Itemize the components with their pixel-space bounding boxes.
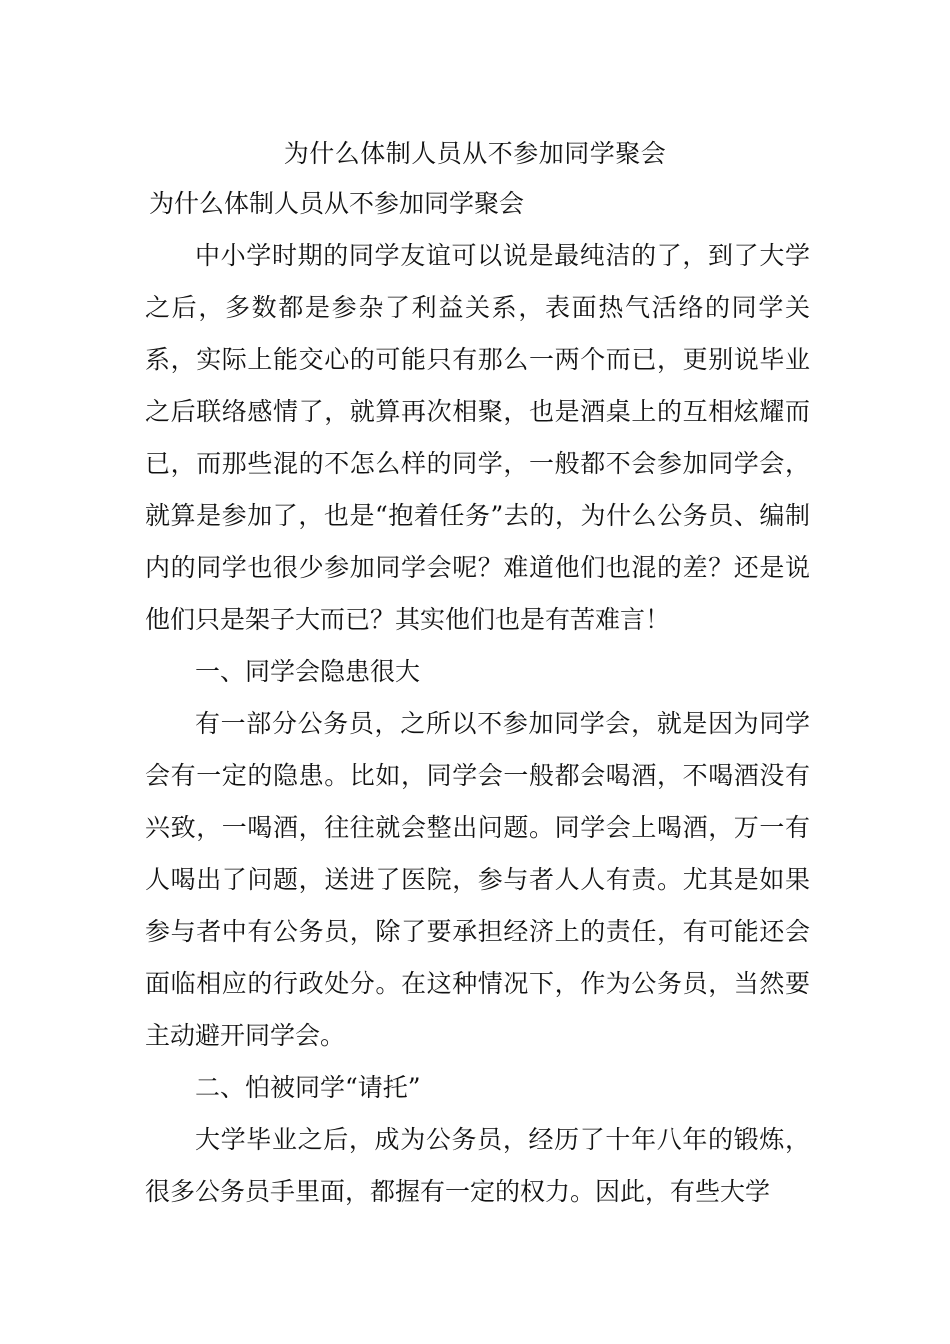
document-title: 为什么体制人员从不参加同学聚会 [283, 139, 667, 168]
paragraph-section-1: 有一部分公务员，之所以不参加同学会，就是因为同学会有一定的隐患。比如，同学会一般都会喝酒，不喝酒没有兴致，一喝酒，往往就会整出问题。同学会上喝酒，万一有人喝出了问题，送进了医院，参与者人人有责。尤其是如果参与者中有公务员，除了要承担经济上的责任，有可能还会面临相应的行政处分。在这种情况下，作为公务员，当然要主动避开同学会。 [145, 709, 810, 1050]
paragraph-intro: 中小学时期的同学友谊可以说是最纯洁的了，到了大学之后，多数都是参杂了利益关系，表面热气活络的同学关系，实际上能交心的可能只有那么一两个而已，更别说毕业之后联络感情了，就算再次相聚，也是酒桌上的互相炫耀而已，而那些混的不怎么样的同学，一般都不会参加同学会，就算是参加了，也是“抱着任务”去的，为什么公务员、编制内的同学也很少参加同学会呢？难道他们也混的差？还是说他们只是架子大而已？其实他们也是有苦难言！ [145, 241, 810, 634]
document-body [145, 178, 810, 1218]
section-heading-1: 一、同学会隐患很大 [195, 657, 421, 686]
section-heading-2: 二、怕被同学“请托” [195, 1073, 421, 1102]
paragraph-section-2: 大学毕业之后，成为公务员，经历了十年八年的锻炼，很多公务员手里面，都握有一定的权力。因此，有些大学 [145, 1125, 810, 1206]
document-subtitle: 为什么体制人员从不参加同学聚会 [149, 189, 525, 218]
